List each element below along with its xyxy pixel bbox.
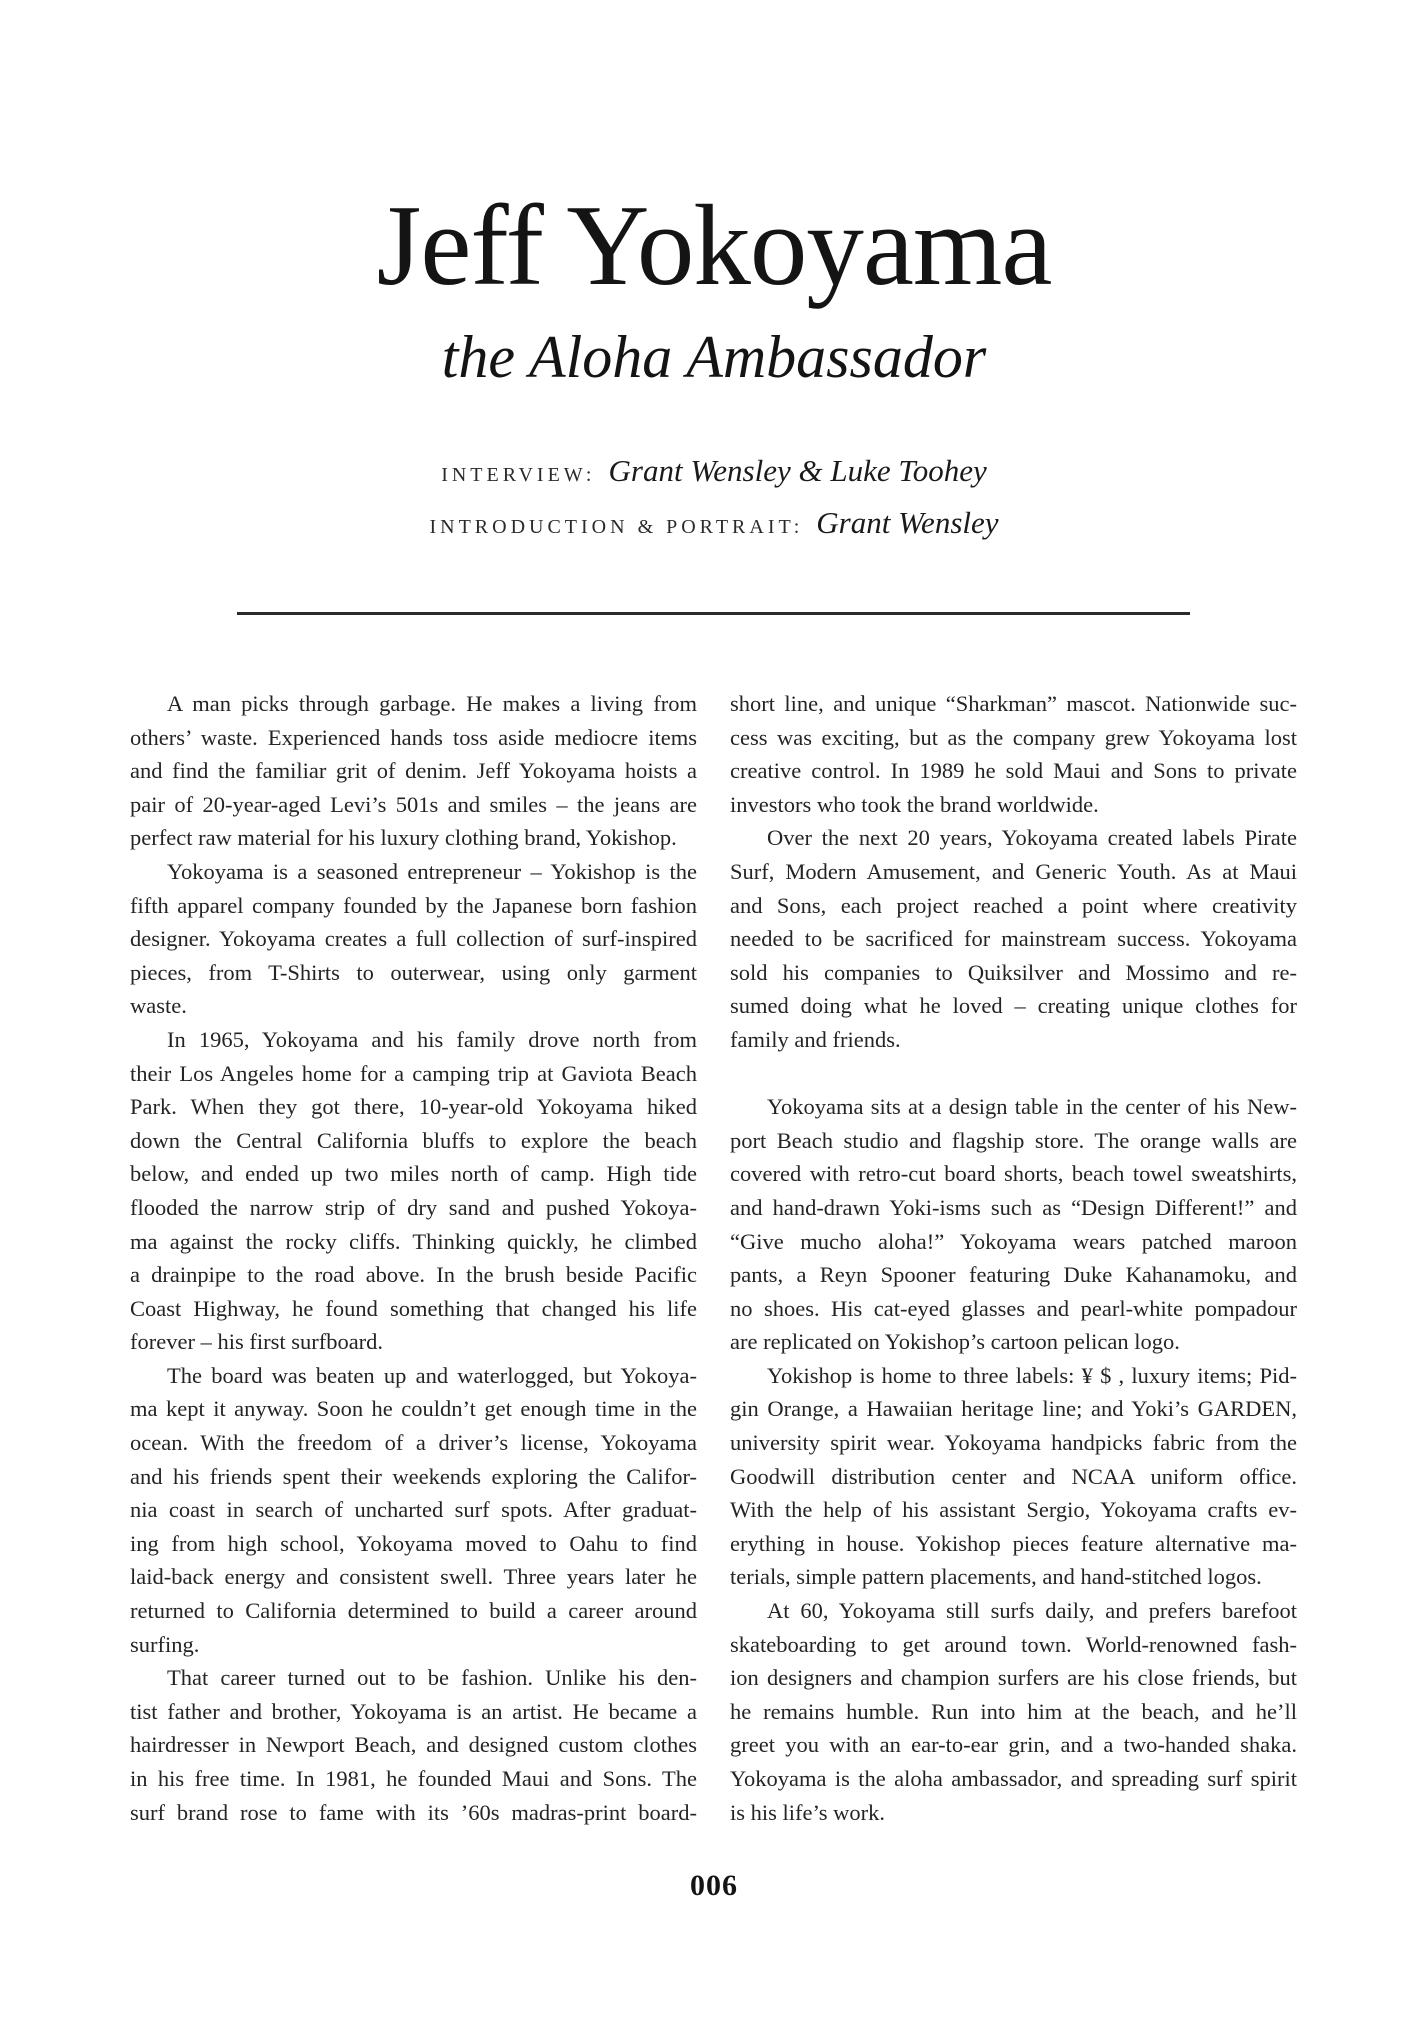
text-line: sold his companies to Quiksilver and Mossimo and re- [730, 959, 1297, 985]
text-line: Over the next 20 years, Yokoyama created labels Pirate [767, 825, 1297, 851]
text-line: ing from high school, Yokoyama moved to Oahu to find [130, 1530, 697, 1556]
paragraph [730, 687, 1297, 821]
paragraph [730, 1359, 1297, 1594]
text-line: Yokishop is home to three labels: ¥ $ , luxury items; Pid- [767, 1362, 1297, 1388]
credit-line-introduction-portrait [0, 500, 1428, 552]
text-line: Surf, Modern Amusement, and Generic Youth. As at Maui [730, 858, 1297, 884]
paragraph [130, 1359, 697, 1661]
text-line: forever – his first surfboard. [130, 1329, 384, 1355]
text-line: ma kept it anyway. Soon he couldn’t get enough time in the [130, 1396, 697, 1422]
column-left [130, 687, 697, 1829]
text-line: Park. When they got there, 10-year-old Yokoyama hiked [130, 1094, 697, 1120]
text-line: flooded the narrow strip of dry sand and pushed Yokoya- [130, 1194, 697, 1220]
text-line: pair of 20-year-aged Levi’s 501s and smiles – the jeans are [130, 791, 697, 817]
text-line: erything in house. Yokishop pieces feature alternative ma- [730, 1530, 1297, 1556]
text-line: “Give mucho aloha!” Yokoyama wears patched maroon [730, 1228, 1297, 1254]
text-line: Yokoyama sits at a design table in the center of his New- [767, 1094, 1297, 1120]
text-line: ma against the rocky cliffs. Thinking quickly, he climbed [130, 1228, 697, 1254]
text-line: below, and ended up two miles north of camp. High tide [130, 1161, 697, 1187]
text-line: no shoes. His cat-eyed glasses and pearl-white pompadour [730, 1295, 1297, 1321]
text-line: ion designers and champion surfers are his close friends, but [730, 1665, 1297, 1691]
text-line: in his free time. In 1981, he founded Maui and Sons. The [130, 1766, 697, 1791]
column-right [730, 687, 1297, 1829]
text-line: others’ waste. Experienced hands toss aside mediocre items [130, 724, 697, 750]
paragraph [730, 1090, 1297, 1359]
article-subtitle: the Aloha Ambassador [441, 324, 987, 390]
text-line: cess was exciting, but as the company grew Yokoyama lost [730, 724, 1297, 750]
credit-names: Grant Wensley & Luke Toohey [608, 453, 987, 488]
text-line: pieces, from T-Shirts to outerwear, using only garment [130, 959, 697, 985]
text-line: perfect raw material for his luxury clothing brand, Yokishop. [130, 825, 677, 851]
text-line: With the help of his assistant Sergio, Yokoyama crafts ev- [730, 1497, 1297, 1523]
text-line: down the Central California bluffs to explore the beach [130, 1127, 697, 1153]
text-line: waste. [130, 993, 187, 1019]
text-line: is his life’s work. [730, 1799, 885, 1825]
text-line: gin Orange, a Hawaiian heritage line; and Yoki’s GARDEN, [730, 1396, 1297, 1422]
text-line: Yokoyama is a seasoned entrepreneur – Yokishop is the [167, 858, 697, 884]
text-line: short line, and unique “Sharkman” mascot. Nationwide suc- [730, 691, 1297, 716]
text-line: Yokoyama is the aloha ambassador, and spreading surf spirit [730, 1766, 1297, 1791]
text-line: port Beach studio and flagship store. The orange walls are [730, 1127, 1297, 1153]
body-columns [130, 687, 1298, 1829]
text-line: skateboarding to get around town. World-renowned fash- [730, 1631, 1297, 1657]
credit-names: Grant Wensley [816, 505, 999, 540]
text-line: a drainpipe to the road above. In the brush beside Pacific [130, 1262, 697, 1288]
text-line: covered with retro-cut board shorts, beach towel sweatshirts, [730, 1161, 1297, 1187]
section-divider-rule [237, 612, 1190, 615]
text-line: surf brand rose to fame with its ’60s madras-print board- [130, 1799, 697, 1825]
text-line: surfing. [130, 1631, 200, 1657]
text-line: That career turned out to be fashion. Unlike his den- [167, 1665, 697, 1691]
text-line: and his friends spent their weekends exploring the Califor- [130, 1463, 697, 1489]
credit-line-interview [0, 448, 1428, 500]
text-line: returned to California determined to build a career around [130, 1598, 697, 1624]
text-line: their Los Angeles home for a camping trip at Gaviota Beach [130, 1060, 697, 1086]
paragraph [730, 821, 1297, 1056]
paragraph [130, 687, 697, 855]
text-line: and find the familiar grit of denim. Jeff Yokoyama hoists a [130, 758, 697, 784]
text-line: hairdresser in Newport Beach, and designed custom clothes [130, 1732, 697, 1758]
article-title: Jeff Yokoyama [376, 182, 1052, 309]
text-line: At 60, Yokoyama still surfs daily, and prefers barefoot [767, 1598, 1297, 1624]
text-line: university spirit wear. Yokoyama handpicks fabric from the [730, 1430, 1297, 1456]
text-line: are replicated on Yokishop’s cartoon pelican logo. [730, 1329, 1180, 1355]
paragraph [130, 1023, 697, 1359]
credit-label: INTRODUCTION & PORTRAIT: [429, 516, 804, 538]
text-line: needed to be sacrificed for mainstream success. Yokoyama [730, 926, 1297, 952]
credit-label: INTERVIEW: [441, 464, 596, 486]
text-line: laid-back energy and consistent swell. Three years later he [130, 1564, 697, 1590]
text-line: ocean. With the freedom of a driver’s license, Yokoyama [130, 1430, 697, 1456]
page-number: 006 [690, 1869, 738, 1903]
text-line: fifth apparel company founded by the Japanese born fashion [130, 892, 697, 918]
text-line: investors who took the brand worldwide. [730, 791, 1099, 817]
text-line: and hand-drawn Yoki-isms such as “Design Different!” and [730, 1194, 1297, 1220]
paragraph [130, 1661, 697, 1829]
text-line: nia coast in search of uncharted surf spots. After graduat- [130, 1497, 697, 1523]
text-line: tist father and brother, Yokoyama is an artist. He became a [130, 1698, 697, 1724]
text-line: In 1965, Yokoyama and his family drove north from [167, 1026, 697, 1052]
text-line: creative control. In 1989 he sold Maui and Sons to private [730, 758, 1297, 784]
text-line: and Sons, each project reached a point where creativity [730, 892, 1297, 918]
paragraph [730, 1594, 1297, 1829]
text-line: Goodwill distribution center and NCAA uniform office. [730, 1463, 1297, 1489]
text-line: greet you with an ear-to-ear grin, and a two-handed shaka. [730, 1732, 1297, 1758]
text-line: The board was beaten up and waterlogged, but Yokoya- [167, 1362, 697, 1388]
text-line: designer. Yokoyama creates a full collection of surf-inspired [130, 926, 697, 952]
text-line: family and friends. [730, 1026, 901, 1052]
text-line: A man picks through garbage. He makes a living from [167, 691, 697, 716]
credits-block [0, 448, 1428, 552]
text-line: he remains humble. Run into him at the beach, and he’ll [730, 1698, 1297, 1724]
text-line: terials, simple pattern placements, and hand-stitched logos. [730, 1564, 1262, 1590]
text-line: Coast Highway, he found something that changed his life [130, 1295, 697, 1321]
paragraph [130, 855, 697, 1023]
text-line: sumed doing what he loved – creating unique clothes for [730, 993, 1297, 1019]
text-line: pants, a Reyn Spooner featuring Duke Kahanamoku, and [730, 1262, 1297, 1288]
